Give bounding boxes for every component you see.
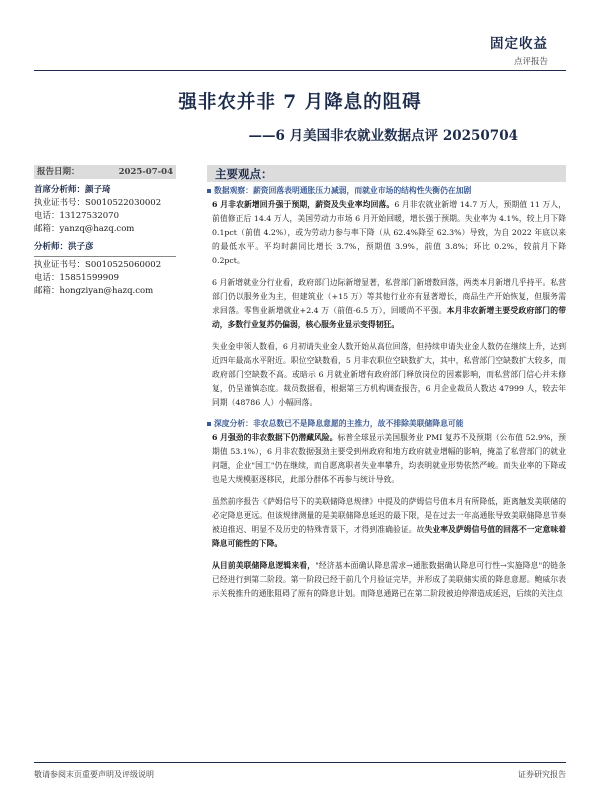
bullet-square-icon [207,422,211,426]
paragraph-body: 失业金申领人数看，6 月初请失业金人数开始从高位回落，但持续申请失业金人数仍在继续上升，达到近四年最高水平附近。职位空缺数看，5 月非农职位空缺数扩大，其中，私营部门空缺数扩大较多，而政府部门空缺数不高。或暗示 6 月就业新增有政府部门释放岗位的因素影响，而私营部门信心并未修复，仍呈谨慎态度。裁员数据看，根据第三方机构调查报告，6 月企业裁员人数达 47999 人，较去年同期（48786 人）小幅回落。 [212,342,566,407]
paragraph-lead: 6 月非农新增回升强于预期，薪资及失业率均回落。 [212,200,395,209]
report-category: 固定收益 [490,36,548,52]
analyst-sidebar [34,165,176,298]
header-rule [34,70,566,71]
report-subtitle: ——6 月美国非农就业数据点评 20250704 [248,128,518,144]
report-subcategory: 点评报告 [513,57,548,67]
analyst-name: 分析师：洪子彦 [34,242,94,252]
bullet-heading-analysis [207,418,566,429]
paragraph-lead: 从目前美联储降息逻辑来看， [212,561,316,570]
paragraph-body: 标普全球显示美国服务业 PMI 复苏不及预期（公布值 52.9%，预期值 53.1%），6 月非农数据强劲主要受到州政府和地方政府就业增幅的影响，掩盖了私营部门的就业问题，企业"国工"仍在继续，而自愿离职者失业率攀升，均表明就业形势依然严峻。而失业率的下降或也是大规模驱逐移民，此部分群体不再参与统计导致。 [212,433,566,484]
footer-rule [34,762,566,763]
analyst-email: 邮箱：hongziyan@hazq.com [34,286,154,296]
report-date-label: 报告日期： [37,166,80,177]
report-date-bar [34,165,176,179]
paragraph-body: 6 月新增就业分行业看，政府部门边际新增显著，私营部门新增数回落，两类本月新增几乎持平。私营部门仍以服务业为主，但建筑业（+15 万）等其他行业亦有显著增长，商品生产开始恢复，但服务需求回落。零售业新增就业+2.4 万（前值-6.5 万），回暖尚不平强。 [212,278,566,315]
paragraph-lead: 6 月强劲的非农数据下仍潜藏风险。 [212,433,338,442]
chief-analyst-phone: 电话：13127532070 [34,211,119,221]
paragraph [212,198,566,268]
paragraph-body: 虽然前序报告《萨姆信号下的美联储降息规律》中提及的萨姆信号值本月有所降低，距离触发美联储的必定降息更远。但该规律测量的是美联储降息延迟的最下限，是在过去一年高通胀导致美联储降息节奏被迫推迟、明显不及历史的特殊背景下，才得到准确验证。故 [212,497,566,534]
paragraph-emphasis: 失业率及萨姆信号值的回落不一定意味着降息可能性的下降。 [212,525,567,548]
report-title: 强非农并非 7 月降息的阻碍 [178,92,422,113]
paragraph [212,431,566,487]
bullet-square-icon [207,189,211,193]
paragraph [212,495,566,551]
analyst-phone: 电话：15851599909 [34,273,119,283]
paragraph [212,559,566,601]
bullet-heading-text: 数据观察：薪资回落表明通胀压力减弱，而就业市场的结构性失衡仍在加剧 [214,186,472,195]
bullet-heading-data [207,185,566,196]
analyst-cert: 执业证书号：S0010525060002 [34,260,162,270]
footer-disclaimer: 敬请参阅末页重要声明及评级说明 [34,770,154,779]
paragraph-body: 6 月非农就业新增 14.7 万人，预期值 11 万人，前值修正后 14.4 万人，美国劳动力市场 6 月开始回暖，增长强于预期。失业率为 4.1%，较上月下降 0.1pct（前值 4.2%），或为劳动力参与率下降（从 62.4%降至 62.3%）导致，为自 2022 年底以来的最低水平。平均时薪同比增长 3.7%，预期值 3.9%，前值 3.8%；环比 0.2%，较前月下降 0.2pct。 [212,200,566,265]
sidebar-divider [34,256,176,257]
paragraph [212,340,566,410]
chief-analyst-name: 首席分析师：颜子琦 [34,185,111,195]
bullet-heading-text: 深度分析：非农总数已不是降息意愿的主推力，故不排除美联储降息可能 [214,419,464,428]
chief-analyst-cert: 执业证书号：S0010522030002 [34,198,162,208]
report-date-value: 2025-07-04 [118,166,173,177]
chief-analyst-email: 邮箱：yanzq@hazq.com [34,224,135,234]
footer-report-type: 证券研究报告 [518,770,566,779]
paragraph [212,276,566,332]
paragraph-body: "经济基本面确认降息需求→通胀数据确认降息可行性→实施降息"的链条已经进行到第二阶段。第一阶段已经于前几个月验证完毕，并形成了美联储实质的降息意愿。鲍威尔表示关税推升的通胀阻碍了原有的降息计划。而降息通路已在第二阶段被迫停滞造成延迟，后续的关注点 [212,561,566,598]
paragraph-emphasis: 本月非农新增主要受政府部门的带动，多数行业复苏仍偏弱，核心服务业显示变得韧狂。 [212,306,566,329]
main-content [207,165,566,609]
section-header: 主要观点： [207,165,566,182]
